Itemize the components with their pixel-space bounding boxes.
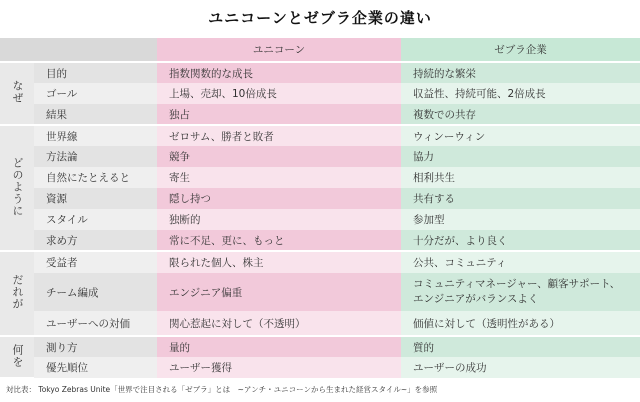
table-row — [0, 125, 640, 146]
row-label: チーム編成 — [34, 273, 157, 311]
table-row — [0, 357, 640, 378]
zebra-cell: 質的 — [401, 336, 640, 357]
zebra-cell: ユーザーの成功 — [401, 357, 640, 378]
zebra-cell: ウィンーウィン — [401, 125, 640, 146]
table-row — [0, 251, 640, 273]
unicorn-cell: ユーザー獲得 — [157, 357, 401, 378]
zebra-cell — [401, 273, 640, 311]
table-row — [0, 230, 640, 251]
row-label: ユーザーへの対価 — [34, 311, 157, 336]
row-label: 世界線 — [34, 125, 157, 146]
table-row — [0, 167, 640, 188]
table-row — [0, 311, 640, 336]
group-label: 何を — [0, 336, 34, 378]
row-label: 優先順位 — [34, 357, 157, 378]
unicorn-cell: 指数関数的な成長 — [157, 62, 401, 83]
zebra-cell: 価値に対して（透明性がある） — [401, 311, 640, 336]
table-row — [0, 104, 640, 125]
header-empty-label — [34, 38, 157, 62]
row-label: ゴール — [34, 83, 157, 104]
row-label: 自然にたとえると — [34, 167, 157, 188]
unicorn-cell: エンジニア偏重 — [157, 273, 401, 311]
zebra-cell-line1: コミュニティマネージャー、顧客サポート、 — [413, 278, 621, 290]
table-row — [0, 209, 640, 230]
unicorn-cell: ゼロサム、勝者と敗者 — [157, 125, 401, 146]
unicorn-cell: 隠し持つ — [157, 188, 401, 209]
group-label: だれが — [0, 251, 34, 336]
zebra-cell: 持続的な繁栄 — [401, 62, 640, 83]
zebra-cell: 参加型 — [401, 209, 640, 230]
zebra-cell: 公共、コミュニティ — [401, 251, 640, 273]
table-row — [0, 62, 640, 83]
table-row — [0, 146, 640, 167]
header-zebra: ゼブラ企業 — [401, 38, 640, 62]
zebra-cell: 収益性、持続可能、2倍成長 — [401, 83, 640, 104]
unicorn-cell: 常に不足、更に、もっと — [157, 230, 401, 251]
unicorn-cell: 独断的 — [157, 209, 401, 230]
table-row — [0, 188, 640, 209]
unicorn-cell: 上場、売却、10倍成長 — [157, 83, 401, 104]
unicorn-cell: 独占 — [157, 104, 401, 125]
unicorn-cell: 寄生 — [157, 167, 401, 188]
zebra-cell: 協力 — [401, 146, 640, 167]
row-label: 方法論 — [34, 146, 157, 167]
row-label: スタイル — [34, 209, 157, 230]
row-label: 目的 — [34, 62, 157, 83]
row-label: 結果 — [34, 104, 157, 125]
row-label: 測り方 — [34, 336, 157, 357]
group-label: なぜ — [0, 62, 34, 125]
comparison-table — [0, 38, 640, 379]
unicorn-cell: 量的 — [157, 336, 401, 357]
row-label: 受益者 — [34, 251, 157, 273]
table-row — [0, 336, 640, 357]
zebra-cell-line2: エンジニアがバランスよく — [413, 293, 539, 305]
row-label: 資源 — [34, 188, 157, 209]
zebra-cell: 十分だが、より良く — [401, 230, 640, 251]
zebra-cell: 相利共生 — [401, 167, 640, 188]
unicorn-cell: 競争 — [157, 146, 401, 167]
header-empty-group — [0, 38, 34, 62]
table-row — [0, 273, 640, 311]
unicorn-cell: 限られた個人、株主 — [157, 251, 401, 273]
row-label: 求め方 — [34, 230, 157, 251]
group-label: どのように — [0, 125, 34, 251]
unicorn-cell: 関心惹起に対して（不透明） — [157, 311, 401, 336]
header-unicorn: ユニコーン — [157, 38, 401, 62]
zebra-cell: 複数での共存 — [401, 104, 640, 125]
page-title: ユニコーンとゼブラ企業の違い — [208, 9, 432, 27]
zebra-cell: 共有する — [401, 188, 640, 209]
table-row — [0, 83, 640, 104]
table-header-row — [0, 38, 640, 62]
source-footnote: 対比表： Tokyo Zebras Unite「世界で注目される「ゼブラ」とは ~アンチ・ユニコーンから生まれた経営スタイル~」を参照 — [6, 385, 438, 394]
